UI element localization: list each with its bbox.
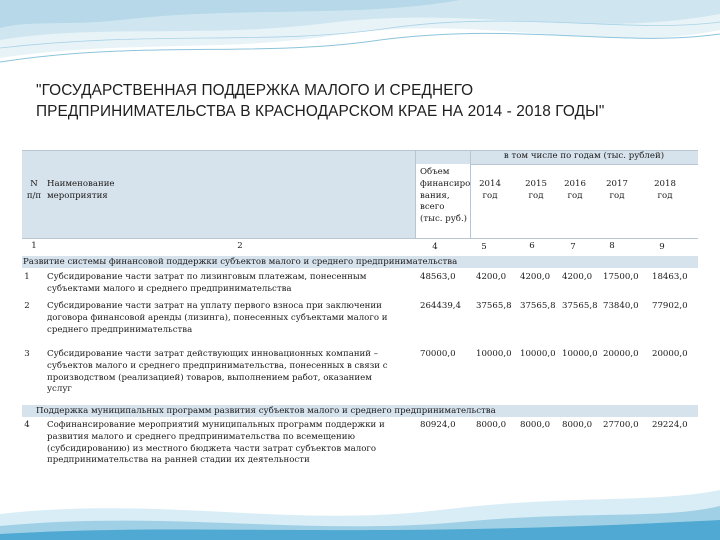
row-name: Софинансирование мероприятий муниципальных программ поддержки и развития малого и среднего предпринимательства по всемещению (субсидированию) из местного бюджета части затрат субъектов малого предпринимательства на ранней стадии их деятельности	[47, 420, 385, 466]
index-cell: 8	[609, 241, 615, 251]
header-year-2018: 2018 год	[654, 179, 676, 201]
header-by-years: в том числе по годам (тыс. рублей)	[503, 151, 665, 161]
index-cell: 7	[570, 242, 576, 252]
row-2014: 10000,0	[476, 349, 512, 359]
header-year-2017: 2017 год	[606, 179, 628, 201]
row-2015: 8000,0	[520, 420, 551, 430]
row-2018: 20000,0	[652, 349, 688, 359]
row-2017: 73840,0	[603, 301, 639, 311]
header-name: Наименование мероприятия	[47, 179, 115, 201]
row-num: 1	[24, 272, 30, 282]
row-num: 4	[24, 420, 30, 430]
row-2017: 20000,0	[603, 349, 639, 359]
index-cell: 9	[659, 242, 665, 252]
row-2016: 8000,0	[562, 420, 593, 430]
row-2017: 17500,0	[603, 272, 639, 282]
row-2016: 4200,0	[562, 272, 593, 282]
row-2018: 18463,0	[652, 272, 688, 282]
header-year-2014: 2014 год	[479, 179, 501, 201]
row-2017: 27700,0	[603, 420, 639, 430]
row-2015: 37565,8	[520, 301, 556, 311]
row-name: Субсидирование части затрат действующих инновационных компаний – субъектов малого и среднего предпринимательства, понесенных в связи с производством (реализацией) товаров, выполнением работ, оказанием услуг	[47, 349, 388, 395]
header-year-2016: 2016 год	[564, 179, 586, 201]
section-title: Развитие системы финансовой поддержки субъектов малого и среднего предпринимательства	[23, 257, 458, 267]
title-line-2: ПРЕДПРИНИМАТЕЛЬСТВА В КРАСНОДАРСКОМ КРАЕ НА 2014 - 2018 ГОДЫ"	[36, 103, 605, 120]
index-cell: 4	[432, 242, 438, 252]
row-total: 264439,4	[420, 301, 462, 311]
header-year-2015: 2015 год	[525, 179, 547, 201]
row-total: 48563,0	[420, 272, 456, 282]
grid-line	[470, 164, 698, 165]
index-cell: 6	[529, 241, 535, 251]
row-num: 3	[24, 349, 30, 359]
grid-line	[470, 150, 471, 238]
row-2015: 4200,0	[520, 272, 551, 282]
row-num: 2	[24, 301, 30, 311]
header-num: N п/п	[26, 179, 42, 201]
row-2018: 77902,0	[652, 301, 688, 311]
row-2016: 37565,8	[562, 301, 598, 311]
row-2016: 10000,0	[562, 349, 598, 359]
row-2014: 4200,0	[476, 272, 507, 282]
grid-line	[22, 238, 698, 239]
row-total: 80924,0	[420, 420, 456, 430]
section-title: Поддержка муниципальных программ развития субъектов малого и среднего предпринимательства	[36, 406, 496, 416]
row-2018: 29224,0	[652, 420, 688, 430]
row-name: Субсидирование части затрат на уплату первого взноса при заключении договора финансовой аренды (лизинга), понесенных субъектами малого и среднего предпринимательства	[47, 301, 388, 335]
row-total: 70000,0	[420, 349, 456, 359]
row-name: Субсидирование части затрат по лизинговым платежам, понесенным субъектами малого и среднего предпринимательства	[47, 272, 367, 294]
title-line-1: "ГОСУДАРСТВЕННАЯ ПОДДЕРЖКА МАЛОГО И СРЕДНЕГО	[36, 82, 474, 99]
grid-line	[415, 150, 416, 238]
header-volume: Объем финансиро вания, всего (тыс. руб.)	[420, 167, 471, 225]
row-2014: 37565,8	[476, 301, 512, 311]
index-cell: 5	[481, 242, 487, 252]
row-2014: 8000,0	[476, 420, 507, 430]
row-2015: 10000,0	[520, 349, 556, 359]
index-cell: 2	[237, 241, 243, 251]
index-cell: 1	[31, 241, 37, 251]
